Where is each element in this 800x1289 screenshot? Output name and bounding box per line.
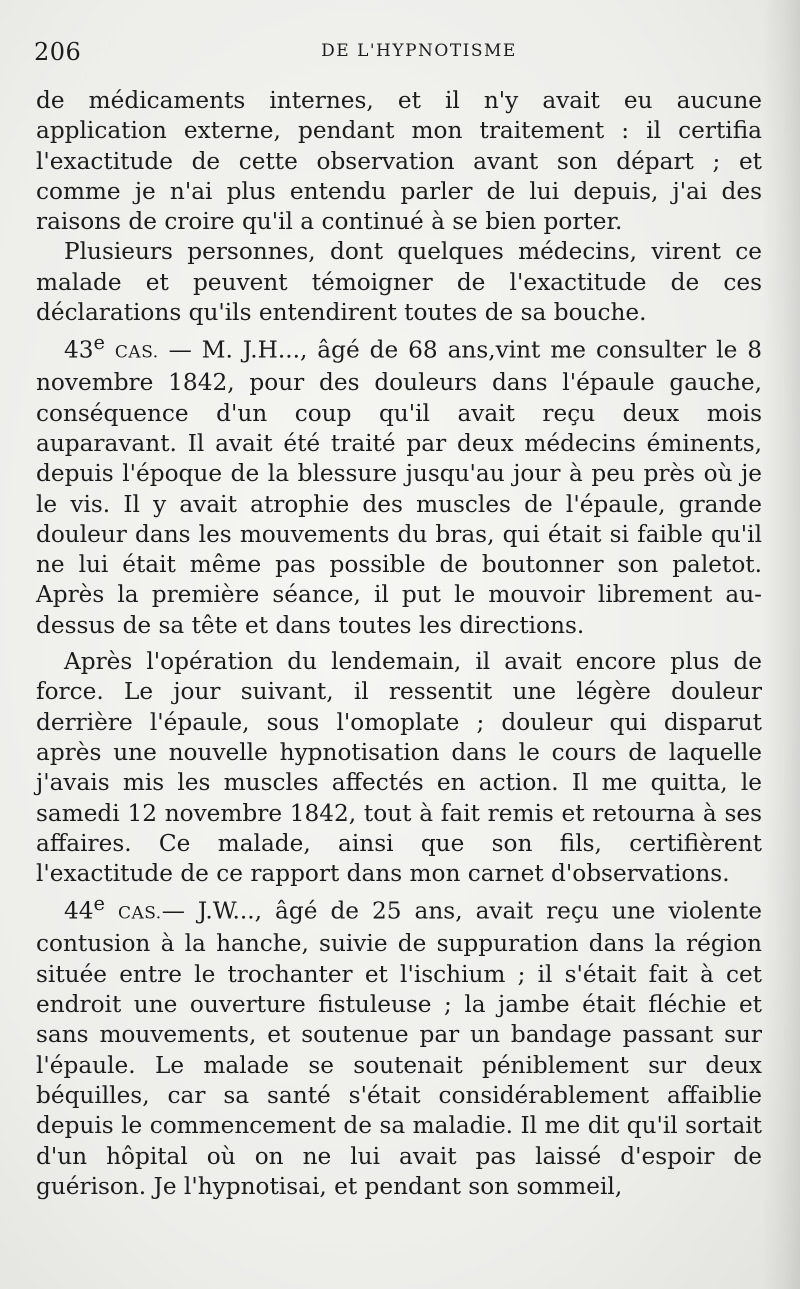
case-number: 44	[64, 898, 94, 926]
paragraph-continuation	[36, 86, 762, 237]
case-number: 43	[64, 337, 94, 365]
paragraph-witnesses	[36, 237, 762, 328]
case-label: CAS.	[117, 904, 162, 925]
paragraph-text: — J.W..., âgé de 25 ans, avait reçu une violente contusion à la hanche, suivie de suppuration dans la région située entre le trochanter et l'ischium ; il s'était fait à cet endroit une ouverture fistuleuse ; la jambe était fléchie et sans mouvements, et soutenue par un bandage passant sur l'épaule. Le malade se soutenait péniblement sur deux béquilles, car sa santé s'était considérablement affaiblie depuis le commencement de sa maladie. Il me dit qu'il sortait d'un hôpital où on ne lui avait pas laissé d'espoir de guérison. Je l'hypnotisai, et pendant son sommeil,	[36, 898, 762, 1200]
paragraph-case-43-followup	[36, 647, 762, 889]
paragraph-text: de médicaments internes, et il n'y avait eu aucune application externe, pendant mon traitement : il certifia l'exactitude de cette observation avant son départ ; et comme je n'ai plus entendu parler de lui depuis, j'ai des raisons de croire qu'il a continué à se bien porter.	[36, 87, 762, 236]
paragraph-text: Après l'opération du lendemain, il avait encore plus de force. Le jour suivant, il ressentit une légère douleur derrière l'épaule, sous l'omoplate ; douleur qui disparut après une nouvelle hypnotisation dans le cours de laquelle j'avais mis les muscles affectés en action. Il me quitta, le samedi 12 novembre 1842, tout à fait remis et retourna à ses affaires. Ce malade, ainsi que son fils, certifièrent l'exactitude de ce rapport dans mon carnet d'observations.	[36, 648, 762, 888]
page-edge-shadow	[762, 0, 800, 1289]
paragraph-text: Plusieurs personnes, dont quelques médecins, virent ce malade et peuvent témoigner de l'exactitude de ces déclarations qu'ils entendirent toutes de sa bouche.	[36, 238, 762, 327]
paragraph-case-44	[36, 889, 762, 1202]
paragraph-text: — M. J.H..., âgé de 68 ans,vint me consulter le 8 novembre 1842, pour des douleurs dans l'épaule gauche, conséquence d'un coup qu'il avait reçu deux mois auparavant. Il avait été traité par deux médecins éminents, depuis l'époque de la blessure jusqu'au jour à peu près où je le vis. Il y avait atrophie des muscles de l'épaule, grande douleur dans les mouvements du bras, qui était si faible qu'il ne lui était même pas possible de boutonner son paletot. Après la première séance, il put le mouvoir librement au-dessus de sa tête et dans toutes les directions.	[36, 337, 762, 639]
page-number: 206	[34, 38, 82, 66]
page-header	[34, 38, 764, 70]
case-number-ordinal: e	[93, 331, 105, 355]
paragraph-case-43	[36, 328, 762, 641]
case-number-ordinal: e	[93, 892, 105, 916]
body-text	[36, 86, 762, 1202]
case-label: CAS.	[114, 343, 159, 364]
running-title: DE L'HYPNOTISME	[321, 41, 517, 61]
